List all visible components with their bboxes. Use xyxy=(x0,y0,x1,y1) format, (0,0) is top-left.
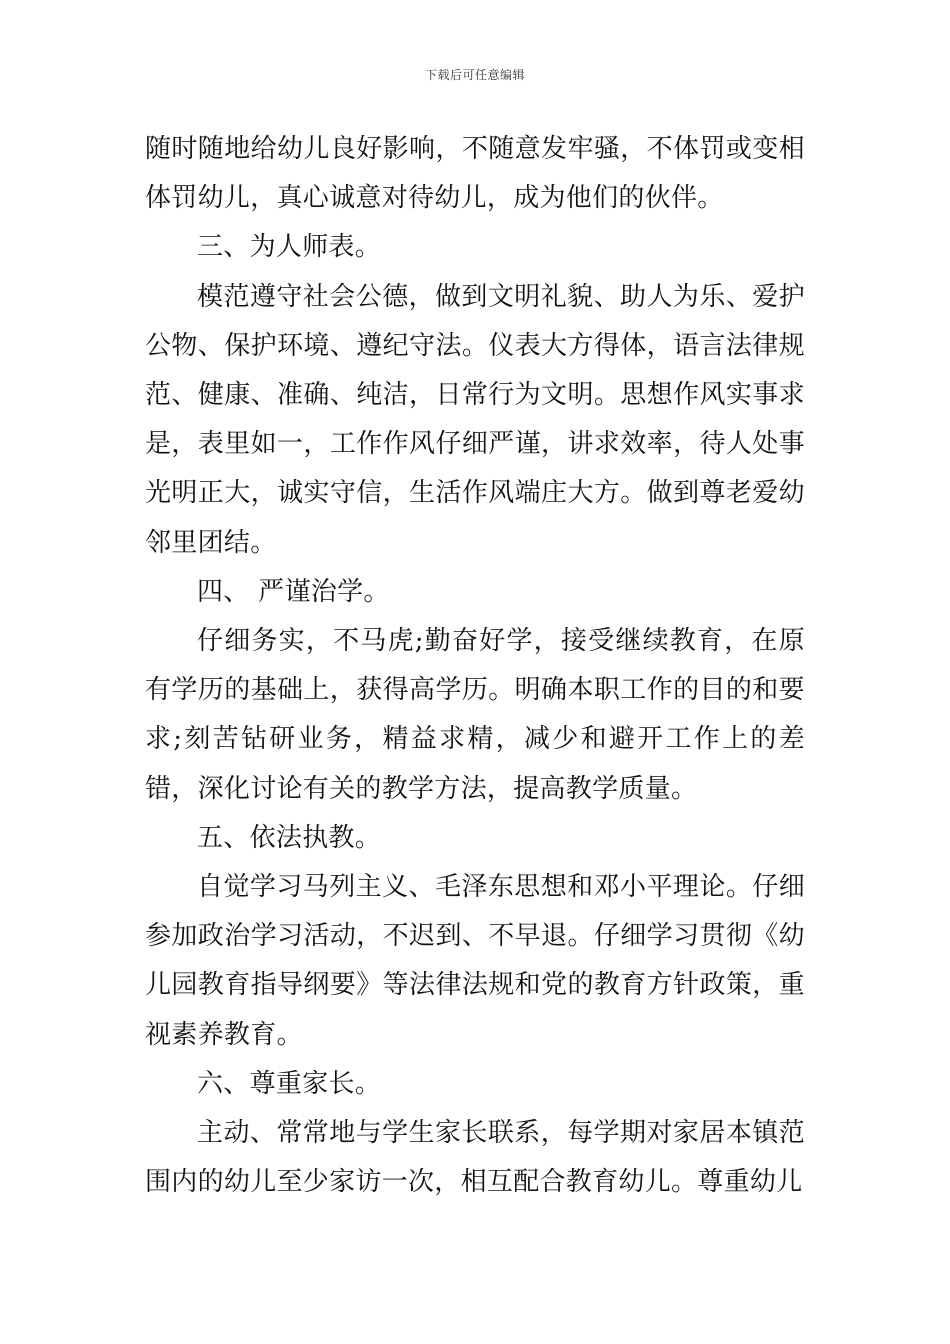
heading-section-6: 六、尊重家长。 xyxy=(197,1068,382,1099)
document-body xyxy=(145,125,805,1207)
heading-section-3: 三、为人师表。 xyxy=(197,232,382,263)
paragraph-section-4: 仔细务实，不马虎;勤奋好学，接受继续教育，在原有学历的基础上，获得高学历。明确本职工作的目的和要求;刻苦钻研业务，精益求精，减少和避开工作上的差错，深化讨论有关的教学方法，提高教学质量。 xyxy=(145,626,805,804)
paragraph-continuation: 随时随地给幼儿良好影响，不随意发牢骚，不体罚或变相体罚幼儿，真心诚意对待幼儿，成为他们的伙伴。 xyxy=(145,134,805,214)
paragraph-section-3: 模范遵守社会公德，做到文明礼貌、助人为乐、爱护公物、保护环境、遵纪守法。仪表大方得体，语言法律规范、健康、准确、纯洁，日常行为文明。思想作风实事求是，表里如一，工作作风仔细严谨，讲求效率，待人处事光明正大，诚实守信，生活作风端庄大方。做到尊老爱幼邻里团结。 xyxy=(145,281,805,558)
heading-section-4: 四、 严谨治学。 xyxy=(197,576,390,607)
heading-section-5: 五、依法执教。 xyxy=(197,822,382,853)
paragraph-section-6: 主动、常常地与学生家长联系，每学期对家居本镇范围内的幼儿至少家访一次，相互配合教育幼儿。尊重幼儿 xyxy=(145,1118,805,1198)
page-header: 下载后可任意编辑 xyxy=(424,68,525,82)
paragraph-section-5: 自觉学习马列主义、毛泽东思想和邓小平理论。仔细参加政治学习活动，不迟到、不早退。仔细学习贯彻《幼儿园教育指导纲要》等法律法规和党的教育方针政策，重视素养教育。 xyxy=(145,872,805,1050)
